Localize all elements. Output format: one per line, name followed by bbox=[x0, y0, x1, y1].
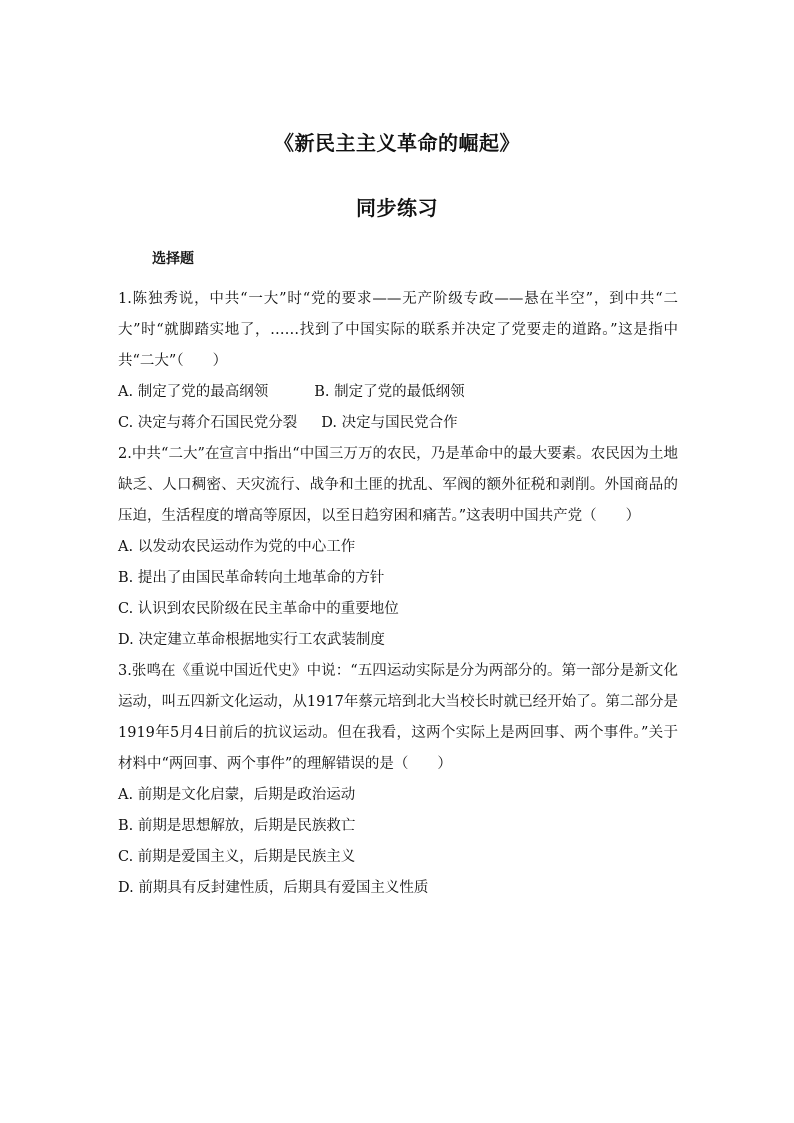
question-2 bbox=[118, 439, 678, 656]
option-d: D. 决定建立革命根据地实行工农武装制度 bbox=[118, 632, 385, 648]
option-d: D. 前期具有反封建性质，后期具有爱国主义性质 bbox=[118, 880, 429, 896]
document-subtitle: 同步练习 bbox=[356, 196, 438, 220]
option-c: C. 认识到农民阶级在民主革命中的重要地位 bbox=[118, 601, 399, 617]
option-a: A. 以发动农民运动作为党的中心工作 bbox=[118, 539, 356, 555]
option-row bbox=[118, 377, 678, 408]
option-b: B. 前期是思想解放，后期是民族救亡 bbox=[118, 818, 356, 834]
question-stem: 1.陈独秀说，中共“一大”时“党的要求——无产阶级专政——悬在半空”，到中共“二大”时“就脚踏实地了，……找到了中国实际的联系并决定了党要走的道路。”这是指中共“二大”（ ） bbox=[118, 291, 678, 369]
document-title: 《新民主主义革命的崛起》 bbox=[274, 131, 520, 155]
option-d: D. 决定与国民党合作 bbox=[321, 415, 458, 431]
option-c: C. 前期是爱国主义，后期是民族主义 bbox=[118, 849, 356, 865]
question-stem: 2.中共“二大”在宣言中指出“中国三万万的农民，乃是革命中的最大要素。农民因为土地缺乏、人口稠密、天灾流行、战争和土匪的扰乱、军阀的额外征税和剥削。外国商品的压迫，生活程度的增高等原因，以至日趋穷困和痛苦。”这表明中国共产党（ ） bbox=[118, 446, 678, 524]
option-b: B. 制定了党的最低纲领 bbox=[314, 384, 465, 400]
question-3 bbox=[118, 656, 678, 904]
option-a: A. 前期是文化启蒙，后期是政治运动 bbox=[118, 787, 356, 803]
option-c: C. 决定与蒋介石国民党分裂 bbox=[118, 415, 298, 431]
question-1 bbox=[118, 284, 678, 439]
question-list bbox=[118, 284, 678, 904]
option-row bbox=[118, 408, 678, 439]
option-a: A. 制定了党的最高纲领 bbox=[118, 384, 269, 400]
question-stem: 3.张鸣在《重说中国近代史》中说：“五四运动实际是分为两部分的。第一部分是新文化运动，叫五四新文化运动，从1917年蔡元培到北大当校长时就已经开始了。第二部分是1919年5月4日前后的抗议运动。但在我看，这两个实际上是两回事、两个事件。”关于材料中“两回事、两个事件”的理解错误的是（ ） bbox=[118, 663, 678, 772]
option-b: B. 提出了由国民革命转向土地革命的方针 bbox=[118, 570, 385, 586]
section-heading: 选择题 bbox=[152, 251, 194, 267]
